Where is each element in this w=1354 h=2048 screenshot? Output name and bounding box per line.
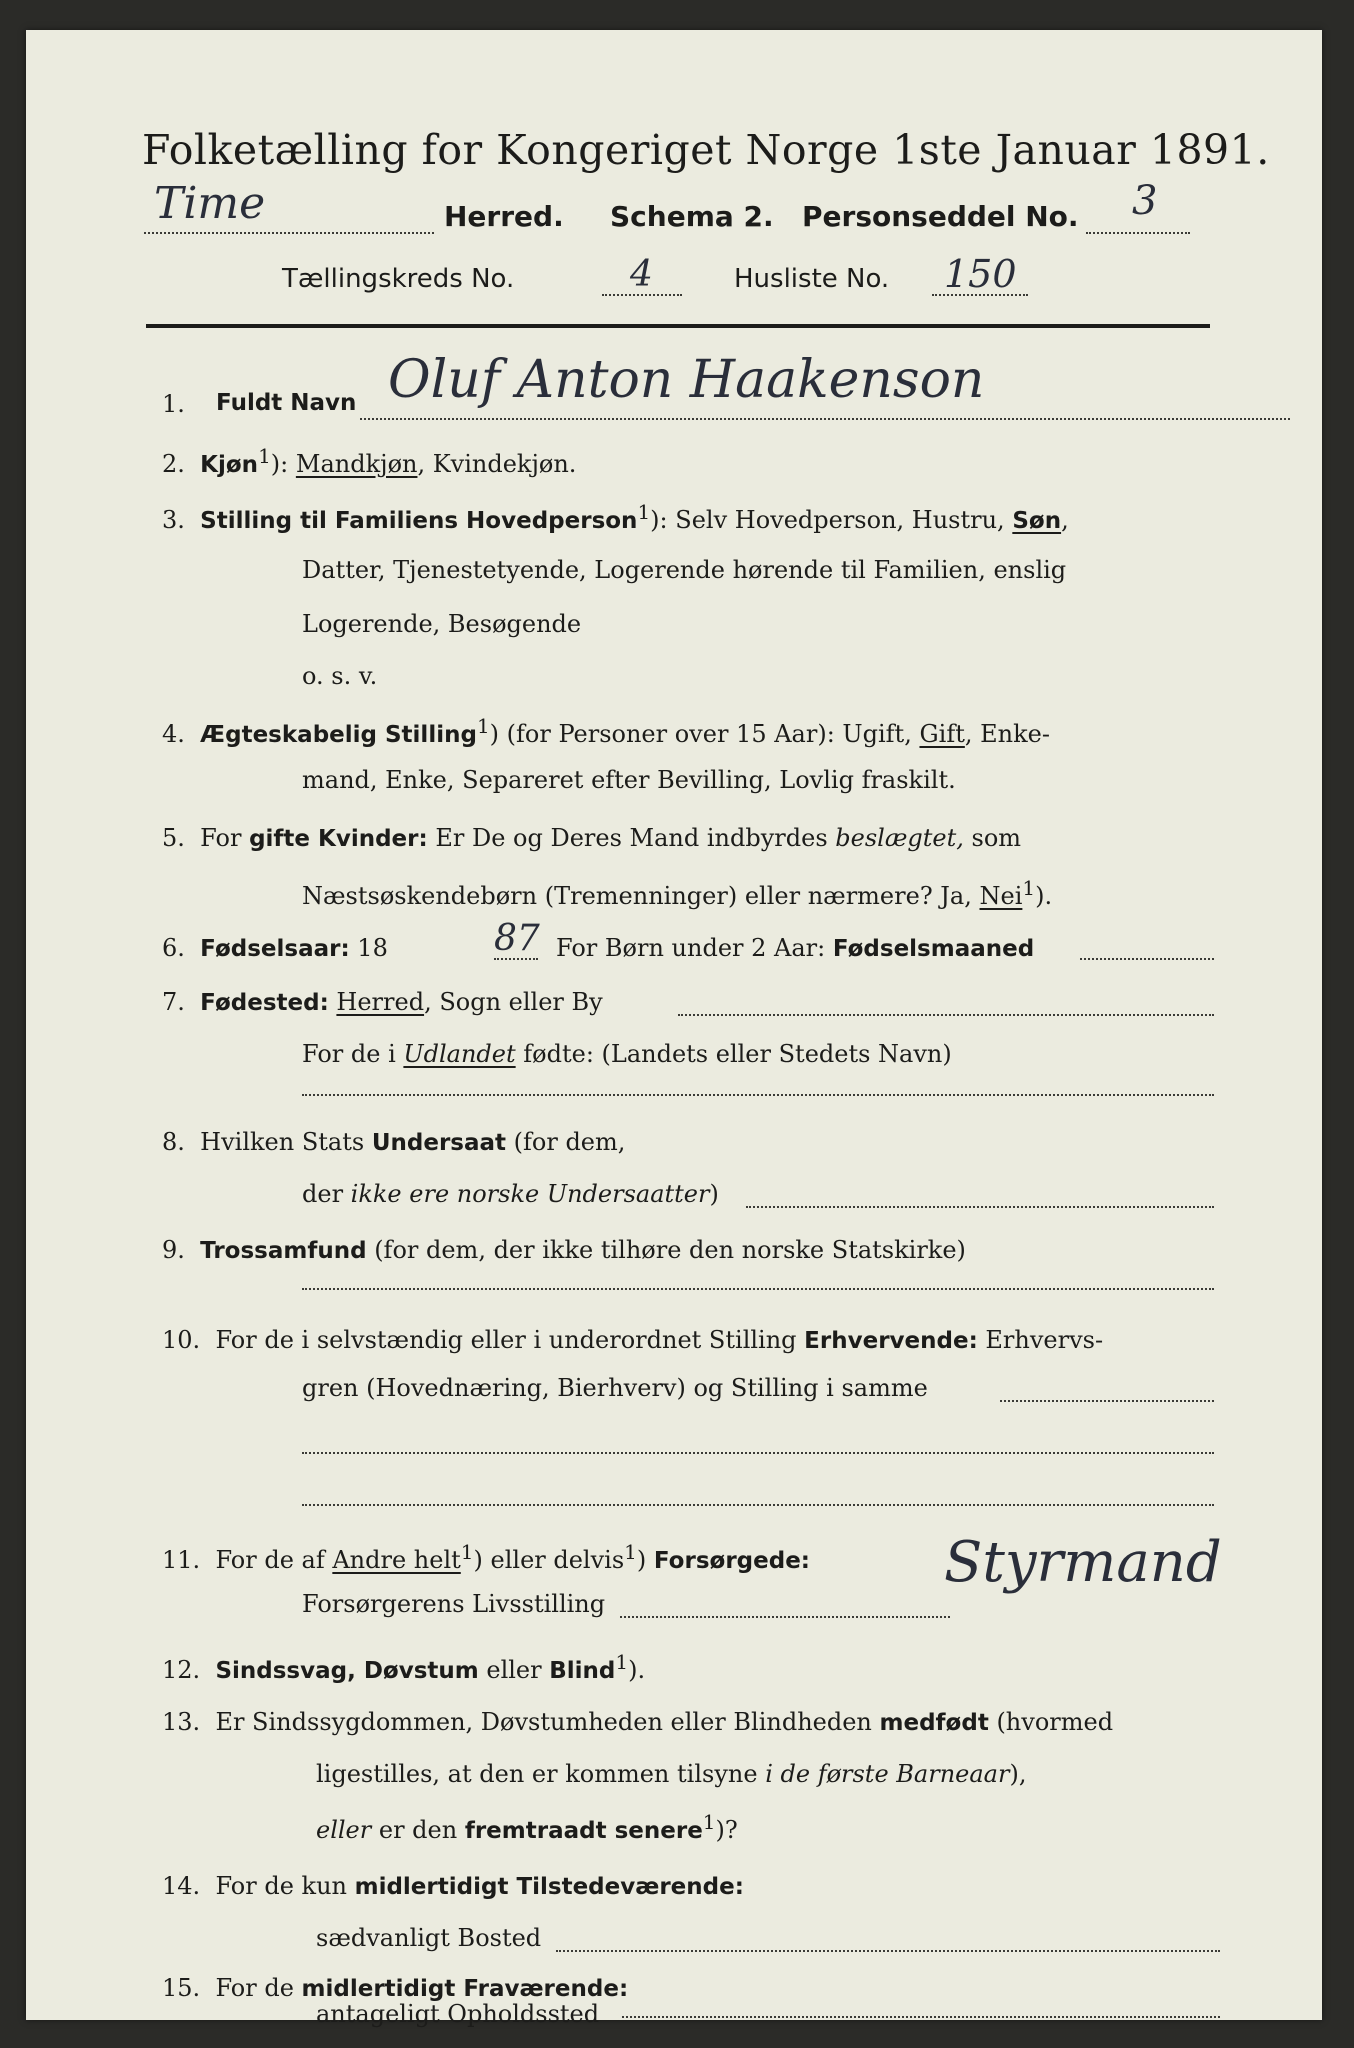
q5-label: gifte Kvinder:	[249, 826, 428, 852]
q9-label: Trossamfund	[200, 1238, 367, 1264]
q3-row	[162, 500, 1069, 534]
q4-line1-end: , Enke-	[964, 720, 1050, 748]
q8-line1: (for dem,	[506, 1128, 626, 1156]
kreds-value: 4	[630, 254, 653, 295]
census-form	[26, 30, 1322, 2028]
q13-line3-bold: fremtraadt senere	[464, 1818, 703, 1844]
q8-row2	[302, 1180, 719, 1208]
q12-row	[162, 1650, 645, 1684]
q1-label: Fuldt Navn	[216, 390, 357, 416]
q5-pre: For	[200, 824, 250, 852]
q9-dotline	[302, 1288, 1214, 1290]
q6-prefix: 18	[349, 934, 388, 962]
q13-line1-pre: Er Sindssygdommen, Døvstumheden eller Blindheden	[215, 1708, 880, 1736]
q13-line3-mid: er den	[371, 1816, 465, 1844]
q7-line2-pre: For de i	[302, 1040, 404, 1068]
q8-row	[162, 1128, 625, 1156]
q14-dotline	[556, 1950, 1220, 1952]
q5-line2: Næstsøskendebørn (Tremenninger) eller nærmere? Ja,	[302, 882, 980, 910]
q15-line2: antageligt Opholdssted	[316, 2000, 600, 2028]
personseddel-value: 3	[1132, 178, 1158, 224]
q3-option-son: Søn	[1012, 508, 1062, 534]
q3-sup: 1	[637, 500, 651, 524]
q10-dotline1	[1000, 1400, 1214, 1402]
q2-number: 2.	[162, 450, 185, 478]
q7-udlandet: Udlandet	[403, 1040, 516, 1068]
q5-number: 5.	[162, 824, 185, 852]
q6-label2: Fødselsmaaned	[832, 936, 1035, 962]
q10-dotline3	[302, 1504, 1214, 1506]
q6-year-value: 87	[494, 918, 540, 959]
q5-option-nei: Nei	[979, 882, 1023, 910]
q8-line2-pre: der	[302, 1180, 351, 1208]
q11-label: Forsørgede:	[653, 1548, 810, 1574]
q7-dotline2	[302, 1094, 1214, 1096]
q10-dotline2	[302, 1452, 1214, 1454]
q4-line2: mand, Enke, Separeret efter Bevilling, Lovlig fraskilt.	[302, 766, 956, 794]
q6-month-dotline	[1080, 958, 1214, 960]
q13-number: 13.	[162, 1708, 201, 1736]
q12-label2: Blind	[549, 1658, 616, 1684]
herred-dotline	[144, 232, 434, 234]
q13-line2-italic: i de første Barneaar	[765, 1760, 1010, 1788]
q6-label: Fødselsaar:	[200, 936, 350, 962]
q7-option-herred: Herred	[336, 988, 425, 1016]
herred-label: Herred.	[444, 200, 564, 233]
q3-line3: Logerende, Besøgende	[302, 610, 582, 638]
q10-label: Erhvervende:	[804, 1328, 978, 1354]
q8-dotline	[746, 1206, 1214, 1208]
q8-line2-end: )	[709, 1180, 719, 1208]
q13-line3-end: )?	[715, 1816, 738, 1844]
q2-row	[162, 444, 576, 478]
q7-dotline1	[678, 1014, 1214, 1016]
q14-line1-pre: For de kun	[215, 1872, 355, 1900]
q1-name-value: Oluf Anton Haakenson	[388, 350, 985, 410]
q13-row	[162, 1708, 1113, 1736]
q13-line2-pre: ligestilles, at den er kommen tilsyne	[316, 1760, 766, 1788]
q11-line1b: )	[636, 1546, 654, 1574]
q13-line3-italic: eller	[316, 1816, 372, 1844]
q2-option-mandkjon: Mandkjøn	[295, 450, 418, 478]
q11-row: 11. For de af Andre helt$^1$) eller delvis$^1$) Forsørgede:	[162, 1540, 810, 1574]
q15-label: midlertidigt Fraværende:	[301, 1976, 629, 2002]
q12-sup: 1	[615, 1650, 629, 1674]
q15-row	[162, 1974, 628, 2002]
herred-value: Time	[154, 178, 266, 229]
q9-row	[162, 1236, 966, 1264]
q14-row	[162, 1872, 744, 1900]
q3-line4: o. s. v.	[302, 662, 378, 690]
q12-end: ).	[628, 1656, 646, 1684]
q3-number: 3.	[162, 506, 185, 534]
q7-number: 7.	[162, 988, 185, 1016]
q13-line1: (hvormed	[988, 1708, 1114, 1736]
q14-number: 14.	[162, 1872, 201, 1900]
q15-dotline	[622, 2016, 1220, 2018]
q13-line2-end: ),	[1009, 1760, 1027, 1788]
q2-sup: 1	[258, 444, 271, 468]
husliste-label: Husliste No.	[734, 264, 890, 294]
q5-row2: Næstsøskendebørn (Tremenninger) eller nærmere? Ja, Nei$^1$).	[302, 876, 1053, 910]
q10-line2: gren (Hovednæring, Bierhverv) og Stilling i samme	[302, 1374, 928, 1402]
q5-row	[162, 824, 1021, 852]
q4-option-gift: Gift	[919, 720, 965, 748]
q3-line2: Datter, Tjenestetyende, Logerende hørende til Familien, enslig	[302, 556, 1067, 584]
q8-label: Undersaat	[371, 1130, 507, 1156]
schema-label: Schema 2.	[610, 200, 774, 233]
q7-label: Fødested:	[200, 990, 329, 1016]
q6-row	[162, 934, 388, 962]
header-rule	[146, 324, 1210, 328]
q14-line2: sædvanligt Bosted	[316, 1924, 542, 1952]
q4-label: Ægteskabelig Stilling	[200, 722, 477, 748]
q4-row	[162, 714, 1050, 748]
q11-line2: Forsørgerens Livsstilling	[302, 1590, 606, 1618]
q11-line1-pre: For de af	[215, 1546, 333, 1574]
q4-sup: 1	[476, 714, 490, 738]
personseddel-label: Personseddel No.	[802, 200, 1079, 233]
q4-line1: ) (for Personer over 15 Aar): Ugift,	[489, 720, 920, 748]
q5-line1: Er De og Deres Mand indbyrdes	[427, 824, 836, 852]
q13-sup: 1	[702, 1810, 716, 1834]
q3-label: Stilling til Familiens Hovedperson	[200, 508, 638, 534]
q10-number: 10.	[162, 1326, 201, 1354]
q11-value: Styrmand	[944, 1530, 1222, 1595]
q6-row2	[556, 934, 1034, 962]
q1-dotline	[360, 418, 1290, 420]
q2-rest: ):	[270, 450, 296, 478]
q12-label1: Sindssvag, Døvstum	[215, 1658, 479, 1684]
q13-row3	[316, 1810, 738, 1844]
q15-number: 15.	[162, 1974, 201, 2002]
q11-sup: 1	[460, 1540, 474, 1564]
q5-line2-end: ).	[1035, 882, 1053, 910]
q11-line1: ) eller delvis	[473, 1546, 625, 1574]
q9-number: 9.	[162, 1236, 185, 1264]
q1-number: 1.	[162, 390, 185, 418]
q3-line1: ): Selv Hovedperson, Hustru,	[650, 506, 1013, 534]
q5-beslaegtet: beslægtet,	[835, 824, 964, 852]
kreds-label: Tællingskreds No.	[282, 264, 515, 294]
q6-year-dotline	[494, 958, 538, 960]
q13-label: medfødt	[879, 1710, 989, 1736]
q8-line2-italic: ikke ere norske Undersaatter	[350, 1180, 710, 1208]
q2-label: Kjøn	[200, 452, 259, 478]
husliste-value: 150	[944, 252, 1017, 296]
q8-number: 8.	[162, 1128, 185, 1156]
q10-line1-pre: For de i selvstændig eller i underordnet Stilling	[215, 1326, 805, 1354]
q11-dotline	[620, 1616, 950, 1618]
q10-line1: Erhvervs-	[977, 1326, 1104, 1354]
q14-label: midlertidigt Tilstedeværende:	[354, 1874, 744, 1900]
q7-line1: , Sogn eller By	[424, 988, 603, 1016]
q11-option-andre-helt: Andre helt	[332, 1546, 461, 1574]
form-title: Folketælling for Kongeriget Norge 1ste Januar 1891.	[142, 126, 1270, 174]
q15-line1-pre: For de	[215, 1974, 302, 2002]
q5-line1-end: som	[963, 824, 1022, 852]
personseddel-dotline	[1086, 232, 1190, 234]
q11-number: 11.	[162, 1546, 201, 1574]
q7-row2	[302, 1040, 952, 1068]
q12-number: 12.	[162, 1656, 201, 1684]
q10-row	[162, 1326, 1103, 1354]
q8-line1-pre: Hvilken Stats	[200, 1128, 372, 1156]
q12-mid: eller	[478, 1656, 550, 1684]
q6-number: 6.	[162, 934, 185, 962]
q9-line1: (for dem, der ikke tilhøre den norske Statskirke)	[366, 1236, 966, 1264]
q2-option-kvindekjon: , Kvindekjøn.	[417, 450, 577, 478]
q4-number: 4.	[162, 720, 185, 748]
q7-row	[162, 988, 603, 1016]
q13-row2	[316, 1760, 1026, 1788]
q7-line2: fødte: (Landets eller Stedets Navn)	[515, 1040, 952, 1068]
q3-line1-end: ,	[1061, 506, 1069, 534]
q6-mid: For Børn under 2 Aar:	[556, 934, 833, 962]
